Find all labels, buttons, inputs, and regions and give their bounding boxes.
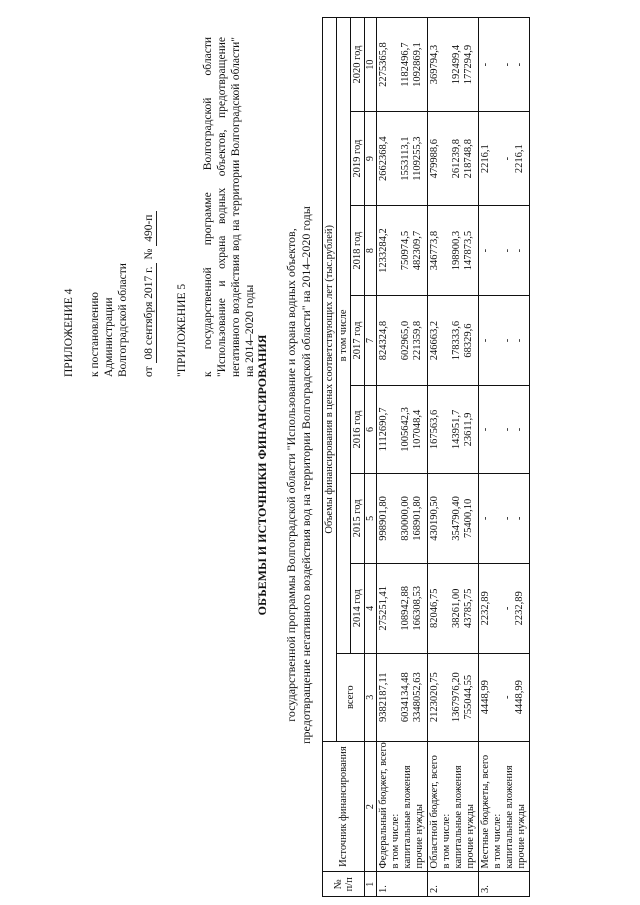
number-label: № [143,248,155,260]
column-number: 1 [365,872,377,897]
table-row [479,18,530,897]
header-year: 2014 год [351,563,365,653]
value-other: 177294,9 [463,44,474,85]
column-number: 3 [365,653,377,741]
value-capital: 602965,0 [400,320,411,361]
spacer [390,21,400,108]
value-other: 68329,6 [463,323,474,358]
table-row [428,18,479,897]
value-capital: - [502,427,513,432]
spacer [390,389,400,470]
value-other: 1109255,3 [412,136,423,181]
value-capital: 1367976,20 [451,672,462,723]
source-other-label: прочие нужды [465,804,476,869]
header-year: 2018 год [351,206,365,296]
value-capital: 261239,8 [451,138,462,179]
value-total: 430190,50 [429,496,440,541]
appendix-4-line: к постановлению [89,292,101,377]
value-cell [428,206,479,296]
table-row [377,18,428,897]
value-other: - [514,62,525,67]
value-cell [479,386,530,474]
source-capital-label: капитальные вложения [504,765,515,869]
source-cell [479,741,530,872]
document-subtitle-line: государственной программы Волгоградской области "Использование и охрана водных объектов, [284,228,298,722]
header-year: 2020 год [351,18,365,112]
header-volumes: Объемы финансирования в ценах соответствующих лет (тыс.рублей) [323,18,337,742]
spacer [390,299,400,382]
value-total: 369794,3 [429,44,440,85]
source-total-label: Федеральный бюджет, всего [378,742,389,869]
spacer [492,21,502,108]
document-title-block [255,85,314,865]
appendix-4-date-line [142,47,157,377]
value-other: 107048,4 [412,409,423,450]
value-other: 4448,99 [514,680,525,715]
header-year: 2017 год [351,296,365,386]
value-total: 479988,6 [429,138,440,179]
value-total: 246663,2 [429,320,440,361]
value-total: - [480,427,491,432]
spacer [492,115,502,202]
value-cell [428,563,479,653]
header-number: № п/п [323,872,365,897]
header-total: всего [337,653,365,741]
value-cell [377,473,428,563]
value-total: 346773,8 [429,230,440,271]
spacer [441,115,451,202]
appendix-5-title: "ПРИЛОЖЕНИЕ 5 [176,283,188,377]
value-cell [377,296,428,386]
value-total: - [480,248,491,253]
appendix-4-line: Администрации [103,297,115,377]
appendix-4-block [62,47,157,377]
header-year: 2016 год [351,386,365,474]
value-capital: 6034134,48 [400,672,411,723]
document-title: ОБЪЕМЫ И ИСТОЧНИКИ ФИНАНСИРОВАНИЯ [255,334,269,616]
value-total: 9382187,11 [378,672,389,722]
value-cell [428,112,479,206]
value-other: - [514,338,525,343]
value-cell [377,206,428,296]
value-cell [428,296,479,386]
source-including-label: в том числе: [390,813,401,869]
column-number: 7 [365,296,377,386]
value-capital: 1005642,3 [400,407,411,452]
value-other: 1092869,1 [412,42,423,87]
value-capital: 354790,40 [451,496,462,541]
value-other: - [514,427,525,432]
value-capital: - [502,606,513,611]
source-total-label: Областной бюджет, всего [429,755,440,869]
value-total: 824324,8 [378,320,389,361]
value-total: 2123020,75 [429,672,440,723]
value-capital: - [502,62,513,67]
value-total: - [480,62,491,67]
spacer [492,477,502,560]
value-total: 2275365,8 [378,42,389,87]
value-total: 2662368,4 [378,136,389,181]
value-total: 82046,75 [429,588,440,628]
spacer [441,299,451,382]
source-other-label: прочие нужды [516,804,527,869]
value-total: 1112690,7 [378,407,389,452]
spacer [441,657,451,738]
value-capital: - [502,338,513,343]
column-number: 10 [365,18,377,112]
spacer [441,209,451,292]
value-other: 755044,55 [463,674,474,720]
value-capital: 1182496,7 [400,42,411,87]
spacer [441,567,451,650]
value-cell [377,653,428,741]
spacer [492,657,502,738]
column-number: 2 [365,741,377,872]
value-other: 218748,8 [463,138,474,179]
value-capital: 198900,3 [451,230,462,271]
value-other: 147873,5 [463,230,474,271]
value-capital: - [502,156,513,161]
number-value: 490-п [142,211,157,246]
value-total: 2216,1 [480,144,491,174]
value-capital: 830000,00 [400,496,411,541]
source-other-label: прочие нужды [414,804,425,869]
value-total: - [480,516,491,521]
spacer [492,567,502,650]
document-subtitle-line: предотвращение негативного воздействия вод на территории Волгоградской области" на 2014–2020 годы [299,206,313,744]
source-capital-label: капитальные вложения [453,765,464,869]
value-cell [479,653,530,741]
table-body [377,18,530,897]
value-other: 221359,8 [412,320,423,361]
source-cell [377,741,428,872]
source-including-label: в том числе: [441,813,452,869]
spacer [441,21,451,108]
value-cell [377,563,428,653]
value-capital: - [502,695,513,699]
value-capital: 192499,4 [451,44,462,85]
column-number: 4 [365,563,377,653]
value-capital: - [502,516,513,521]
value-other: 75400,10 [463,498,474,539]
column-number: 5 [365,473,377,563]
spacer [390,209,400,292]
value-other: 23611,9 [463,412,474,447]
financing-table [322,17,530,897]
value-cell [428,18,479,112]
value-other: 3348052,63 [412,672,423,723]
header-source: Источник финансирования [323,741,365,872]
value-capital: 750974,5 [400,230,411,271]
value-other: 2216,1 [514,144,525,174]
value-total: 998901,80 [378,496,389,541]
spacer [492,389,502,470]
value-other: - [514,516,525,521]
date-prefix: от [143,366,155,377]
value-other: 166308,53 [412,586,423,631]
date-value: 08 сентября 2017 г. [142,263,157,364]
value-other: 168901,80 [412,496,423,541]
value-cell [428,653,479,741]
header-including: в том числе [337,18,351,654]
spacer [441,477,451,560]
value-cell [479,473,530,563]
value-capital: 38261,00 [451,588,462,628]
spacer [390,115,400,202]
source-cell [428,741,479,872]
value-cell [428,473,479,563]
spacer [390,567,400,650]
source-capital-label: капитальные вложения [402,765,413,869]
value-cell [479,18,530,112]
value-cell [479,563,530,653]
value-total: 167563,6 [429,409,440,450]
value-capital: 1553113,1 [400,136,411,181]
appendix-4-title: ПРИЛОЖЕНИЕ 4 [63,288,75,377]
spacer [492,299,502,382]
spacer [390,657,400,738]
value-cell [479,112,530,206]
value-other: 43785,75 [463,588,474,628]
column-number-row [365,18,377,897]
value-capital: 178333,6 [451,320,462,361]
value-cell [428,386,479,474]
source-including-label: в том числе: [492,813,503,869]
header-year: 2015 год [351,473,365,563]
value-capital: 143951,7 [451,409,462,450]
appendix-4-line: Волгоградской области [117,263,129,377]
value-other: 2232,89 [514,591,525,626]
value-capital: - [502,248,513,253]
value-other: 482309,7 [412,230,423,271]
column-number: 6 [365,386,377,474]
value-total: 275251,41 [378,586,389,631]
row-number: 1. [377,872,428,897]
value-total: 2232,89 [480,591,491,626]
value-capital: 108942,88 [400,586,411,631]
value-cell [479,206,530,296]
column-number: 8 [365,206,377,296]
spacer [390,477,400,560]
value-total: 1233284,2 [378,228,389,273]
value-total: - [480,338,491,343]
spacer [492,209,502,292]
column-number: 9 [365,112,377,206]
value-other: - [514,248,525,253]
spacer [441,389,451,470]
source-total-label: Местные бюджеты, всего [480,754,491,869]
value-cell [377,112,428,206]
appendix-5-text: к государственной программе Волгоградской области "Использование и охрана водных объектов, предотвращение негативного воздействия вод на территории Волгоградской области" на 2014–2020 годы [202,37,256,377]
value-cell [377,18,428,112]
row-number: 3. [479,872,530,897]
header-year: 2019 год [351,112,365,206]
value-cell [377,386,428,474]
value-cell [479,296,530,386]
appendix-5-block [175,37,257,377]
value-total: 4448,99 [480,680,491,715]
row-number: 2. [428,872,479,897]
